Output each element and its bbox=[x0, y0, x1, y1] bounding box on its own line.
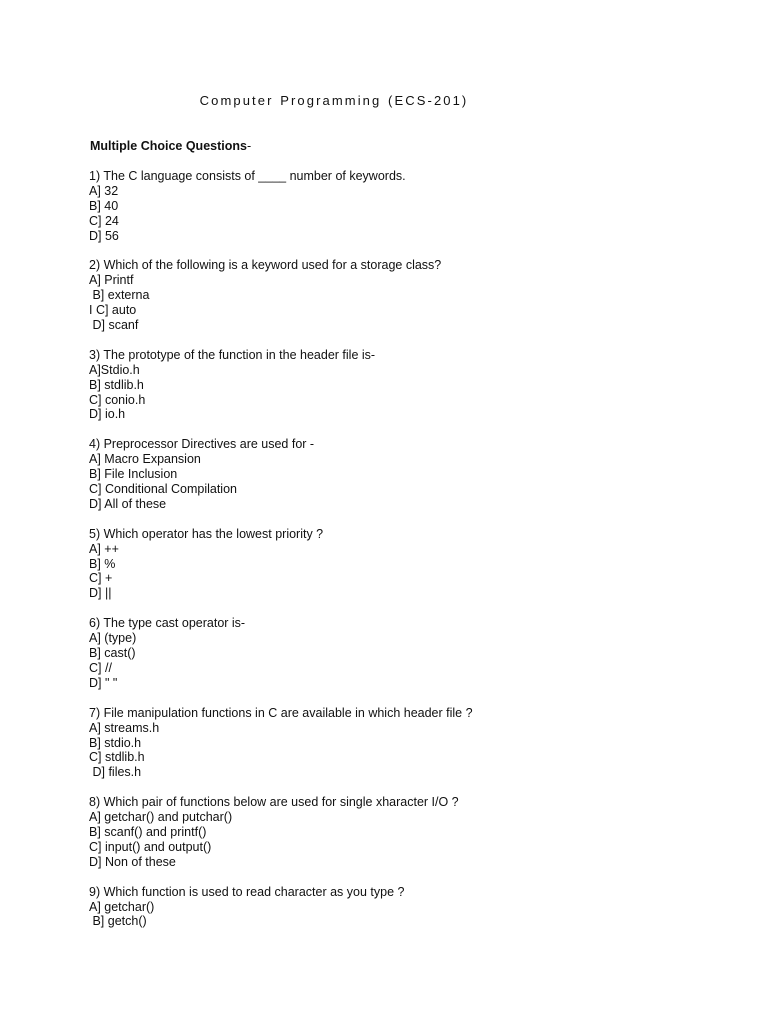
answer-option: A] streams.h bbox=[89, 720, 160, 735]
answer-option: A]Stdio.h bbox=[89, 362, 140, 377]
question-list bbox=[89, 169, 729, 944]
question-text: 9) Which function is used to read character as you type ? bbox=[89, 884, 405, 899]
answer-option: A] getchar() and putchar() bbox=[89, 810, 233, 825]
section-heading-label: Multiple Choice Questions bbox=[90, 139, 247, 153]
answer-option: B] File Inclusion bbox=[89, 467, 178, 482]
question-1 bbox=[89, 169, 729, 243]
answer-option: A] getchar() bbox=[89, 899, 155, 914]
answer-option: B] stdio.h bbox=[89, 735, 142, 750]
question-6 bbox=[89, 616, 729, 690]
question-text: 3) The prototype of the function in the header file is- bbox=[89, 347, 376, 362]
answer-option: B] 40 bbox=[89, 198, 119, 213]
question-text: 5) Which operator has the lowest priority ? bbox=[89, 526, 324, 541]
question-5 bbox=[89, 527, 729, 601]
answer-option: C] stdlib.h bbox=[89, 750, 145, 765]
answer-option: A] ++ bbox=[89, 541, 119, 556]
answer-option: B] cast() bbox=[89, 646, 136, 661]
section-heading-suffix: - bbox=[246, 139, 252, 153]
answer-option: A] Macro Expansion bbox=[89, 452, 201, 467]
question-3 bbox=[89, 348, 729, 422]
answer-option: C] 24 bbox=[89, 213, 119, 228]
question-text: 6) The type cast operator is- bbox=[89, 616, 246, 631]
question-4 bbox=[89, 437, 729, 511]
answer-option: D] io.h bbox=[89, 407, 126, 422]
answer-option: C] + bbox=[89, 571, 113, 586]
answer-option: D] || bbox=[89, 586, 112, 601]
answer-option: C] conio.h bbox=[89, 392, 146, 407]
answer-option: B] scanf() and printf() bbox=[89, 824, 207, 839]
question-text: 8) Which pair of functions below are used for single xharacter I/O ? bbox=[89, 795, 459, 810]
answer-option: D] 56 bbox=[89, 228, 119, 243]
answer-option: C] // bbox=[89, 660, 112, 675]
question-8 bbox=[89, 795, 729, 869]
answer-option: D] Non of these bbox=[89, 854, 176, 869]
answer-option: B] getch() bbox=[89, 914, 147, 929]
document-title: Computer Programming (ECS-201) bbox=[199, 93, 469, 108]
section-heading bbox=[90, 139, 251, 153]
answer-option: D] files.h bbox=[89, 765, 142, 780]
question-text: 4) Preprocessor Directives are used for - bbox=[89, 437, 315, 452]
answer-option: A] (type) bbox=[89, 631, 137, 646]
answer-option: B] externa bbox=[89, 288, 150, 303]
answer-option: B] stdlib.h bbox=[89, 377, 144, 392]
answer-option: D] scanf bbox=[89, 318, 139, 333]
question-2 bbox=[89, 258, 729, 332]
answer-option: C] Conditional Compilation bbox=[89, 482, 237, 497]
answer-option: D] " " bbox=[89, 675, 118, 690]
answer-option: A] 32 bbox=[89, 183, 119, 198]
answer-option: C] input() and output() bbox=[89, 839, 212, 854]
question-9 bbox=[89, 885, 729, 930]
answer-option: A] Printf bbox=[89, 273, 134, 288]
question-7 bbox=[89, 706, 729, 780]
answer-option: B] % bbox=[89, 556, 116, 571]
answer-option: D] All of these bbox=[89, 496, 167, 511]
question-text: 7) File manipulation functions in C are available in which header file ? bbox=[89, 705, 473, 720]
answer-option: I C] auto bbox=[89, 303, 137, 318]
question-text: 2) Which of the following is a keyword used for a storage class? bbox=[89, 258, 442, 273]
question-text: 1) The C language consists of ____ number of keywords. bbox=[89, 169, 406, 183]
